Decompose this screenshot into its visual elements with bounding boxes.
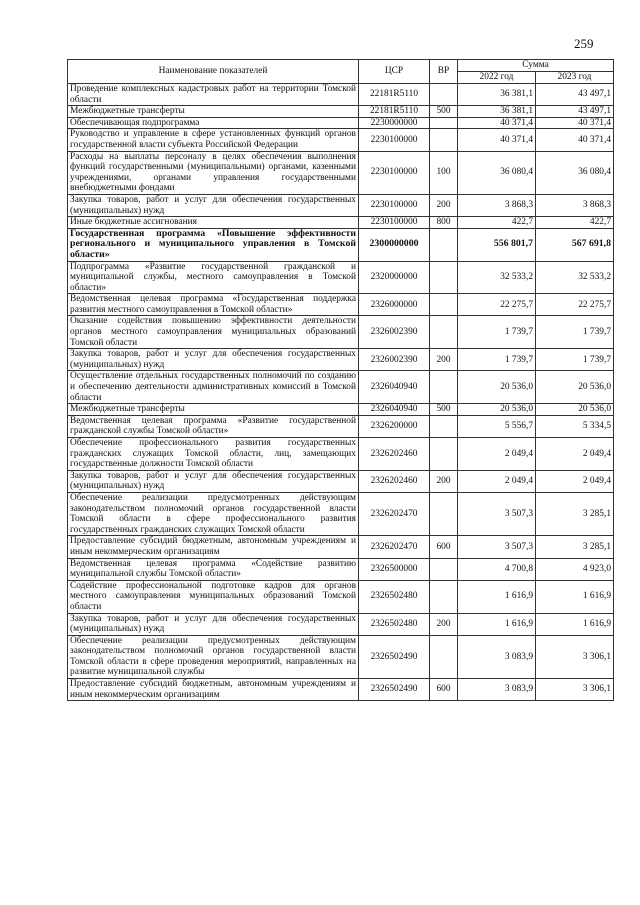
row-vr-cell: [430, 558, 458, 580]
row-vr-cell: 600: [430, 679, 458, 701]
row-value-2022-cell: 556 801,7: [458, 228, 536, 261]
row-name-cell: Обеспечение реализации предусмотренных действующим законодательством полномочий органов государственной власти Томской области в сфере профессионального развития государственных гражданских служащих Томской области: [68, 492, 359, 535]
row-csr-cell: 2230100000: [359, 194, 430, 216]
table-row: [68, 129, 614, 151]
row-vr-cell: 800: [430, 217, 458, 229]
row-csr-cell: 2326000000: [359, 294, 430, 316]
header-sum: Сумма: [458, 60, 614, 72]
table-row: [68, 580, 614, 613]
row-name-cell: Проведение комплексных кадастровых работ на территории Томской области: [68, 84, 359, 106]
row-value-2022-cell: 32 533,2: [458, 261, 536, 294]
row-name-cell: Закупка товаров, работ и услуг для обеспечения государственных (муниципальных) нужд: [68, 194, 359, 216]
row-csr-cell: 2326202470: [359, 536, 430, 558]
row-vr-cell: [430, 438, 458, 471]
row-name-cell: Предоставление субсидий бюджетным, автономным учреждениям и иным некоммерческим организациям: [68, 679, 359, 701]
table-row: [68, 492, 614, 535]
row-name-cell: Содействие профессиональной подготовке кадров для органов местного самоуправления муниципальных образований Томской области: [68, 580, 359, 613]
row-value-2022-cell: 40 371,4: [458, 129, 536, 151]
row-csr-cell: 2326202460: [359, 438, 430, 471]
row-value-2022-cell: 422,7: [458, 217, 536, 229]
row-name-cell: Осуществление отдельных государственных полномочий по созданию и обеспечению деятельности административных комиссий в Томской области: [68, 371, 359, 404]
row-value-2022-cell: 4 700,8: [458, 558, 536, 580]
row-value-2022-cell: 1 739,7: [458, 316, 536, 349]
row-name-cell: Иные бюджетные ассигнования: [68, 217, 359, 229]
row-value-2022-cell: 1 739,7: [458, 349, 536, 371]
row-name-cell: Ведомственная целевая программа «Развитие государственной гражданской службы Томской области»: [68, 415, 359, 437]
row-vr-cell: [430, 84, 458, 106]
row-vr-cell: 200: [430, 613, 458, 635]
table-row: [68, 371, 614, 404]
row-name-cell: Оказание содействия повышению эффективности деятельности органов местного самоуправления муниципальных образований Томской области: [68, 316, 359, 349]
table-row: [68, 635, 614, 678]
table-row: [68, 194, 614, 216]
row-vr-cell: 200: [430, 470, 458, 492]
row-vr-cell: [430, 228, 458, 261]
row-csr-cell: 2326502480: [359, 613, 430, 635]
row-value-2023-cell: 2 049,4: [536, 438, 614, 471]
page-number: 259: [574, 36, 594, 51]
table-row: [68, 106, 614, 118]
row-value-2023-cell: 1 616,9: [536, 613, 614, 635]
row-name-cell: Предоставление субсидий бюджетным, автономным учреждениям и иным некоммерческим организациям: [68, 536, 359, 558]
table-row: [68, 470, 614, 492]
table-row: [68, 536, 614, 558]
table-row: [68, 558, 614, 580]
row-value-2023-cell: 5 334,5: [536, 415, 614, 437]
row-value-2023-cell: 3 285,1: [536, 536, 614, 558]
row-value-2023-cell: 40 371,4: [536, 129, 614, 151]
row-vr-cell: [430, 129, 458, 151]
row-csr-cell: 2326202460: [359, 470, 430, 492]
table-header: [68, 60, 614, 84]
row-vr-cell: 500: [430, 404, 458, 416]
header-year-2022: 2022 год: [458, 72, 536, 84]
row-vr-cell: [430, 580, 458, 613]
row-name-cell: Межбюджетные трансферты: [68, 106, 359, 118]
row-csr-cell: 2300000000: [359, 228, 430, 261]
row-csr-cell: 2230100000: [359, 217, 430, 229]
row-value-2022-cell: 3 083,9: [458, 635, 536, 678]
row-name-cell: Ведомственная целевая программа «Государственная поддержка развития местного самоуправления в Томской области»: [68, 294, 359, 316]
table-row: [68, 404, 614, 416]
table-body: [68, 84, 614, 701]
row-vr-cell: 600: [430, 536, 458, 558]
row-csr-cell: 22181R5110: [359, 106, 430, 118]
row-value-2022-cell: 1 616,9: [458, 613, 536, 635]
table-row: [68, 613, 614, 635]
row-value-2023-cell: 36 080,4: [536, 151, 614, 194]
row-name-cell: Закупка товаров, работ и услуг для обеспечения государственных (муниципальных) нужд: [68, 349, 359, 371]
row-value-2022-cell: 2 049,4: [458, 438, 536, 471]
header-csr: ЦСР: [359, 60, 430, 84]
row-value-2023-cell: 1 739,7: [536, 349, 614, 371]
row-value-2023-cell: 422,7: [536, 217, 614, 229]
row-value-2022-cell: 2 049,4: [458, 470, 536, 492]
row-value-2023-cell: 1 739,7: [536, 316, 614, 349]
header-name: Наименование показателей: [68, 60, 359, 84]
row-vr-cell: [430, 294, 458, 316]
row-value-2022-cell: 20 536,0: [458, 371, 536, 404]
row-value-2022-cell: 36 381,1: [458, 106, 536, 118]
table-row: [68, 415, 614, 437]
row-name-cell: Ведомственная целевая программа «Содействие развитию муниципальной службы Томской области»: [68, 558, 359, 580]
row-vr-cell: 200: [430, 194, 458, 216]
table-row: [68, 294, 614, 316]
row-value-2022-cell: 5 556,7: [458, 415, 536, 437]
row-value-2023-cell: 40 371,4: [536, 117, 614, 129]
row-csr-cell: 2326002390: [359, 349, 430, 371]
row-csr-cell: 2326040940: [359, 404, 430, 416]
row-value-2023-cell: 3 306,1: [536, 679, 614, 701]
row-vr-cell: [430, 117, 458, 129]
row-value-2023-cell: 22 275,7: [536, 294, 614, 316]
row-name-cell: Обеспечение профессионального развития государственных гражданских служащих Томской области, лиц, замещающих государственные должности Томской области: [68, 438, 359, 471]
row-value-2022-cell: 20 536,0: [458, 404, 536, 416]
row-vr-cell: [430, 635, 458, 678]
table-row: [68, 151, 614, 194]
row-csr-cell: 2326200000: [359, 415, 430, 437]
row-name-cell: Государственная программа «Повышение эффективности регионального и муниципального управления в Томской области»: [68, 228, 359, 261]
table-row: [68, 217, 614, 229]
row-csr-cell: 2326202470: [359, 492, 430, 535]
row-value-2023-cell: 43 497,1: [536, 106, 614, 118]
row-value-2022-cell: 36 381,1: [458, 84, 536, 106]
row-vr-cell: 200: [430, 349, 458, 371]
row-value-2023-cell: 20 536,0: [536, 404, 614, 416]
row-csr-cell: 2326502490: [359, 635, 430, 678]
row-value-2022-cell: 3 507,3: [458, 492, 536, 535]
row-value-2023-cell: 43 497,1: [536, 84, 614, 106]
table-row: [68, 349, 614, 371]
row-value-2022-cell: 36 080,4: [458, 151, 536, 194]
row-value-2023-cell: 1 616,9: [536, 580, 614, 613]
row-name-cell: Руководство и управление в сфере установленных функций органов государственной власти субъекта Российской Федерации: [68, 129, 359, 151]
row-csr-cell: 2230100000: [359, 151, 430, 194]
row-value-2023-cell: 2 049,4: [536, 470, 614, 492]
table-row: [68, 117, 614, 129]
row-csr-cell: 2230100000: [359, 129, 430, 151]
row-vr-cell: [430, 492, 458, 535]
row-value-2022-cell: 3 083,9: [458, 679, 536, 701]
row-value-2023-cell: 3 285,1: [536, 492, 614, 535]
table-row: [68, 84, 614, 106]
row-csr-cell: 2320000000: [359, 261, 430, 294]
row-vr-cell: [430, 371, 458, 404]
row-name-cell: Расходы на выплаты персоналу в целях обеспечения выполнения функций государственными (муниципальными) органами, казенными учреждениями, органами управления государственными внебюджетными фондами: [68, 151, 359, 194]
row-vr-cell: [430, 261, 458, 294]
row-name-cell: Подпрограмма «Развитие государственной гражданской и муниципальной службы, местного самоуправления в Томской области»: [68, 261, 359, 294]
row-csr-cell: 2326500000: [359, 558, 430, 580]
row-value-2023-cell: 3 306,1: [536, 635, 614, 678]
row-csr-cell: 2230000000: [359, 117, 430, 129]
row-csr-cell: 2326040940: [359, 371, 430, 404]
row-value-2023-cell: 32 533,2: [536, 261, 614, 294]
row-vr-cell: [430, 316, 458, 349]
table-row: [68, 316, 614, 349]
budget-table: [67, 59, 614, 701]
row-name-cell: Межбюджетные трансферты: [68, 404, 359, 416]
row-value-2023-cell: 4 923,0: [536, 558, 614, 580]
header-vr: ВР: [430, 60, 458, 84]
row-name-cell: Закупка товаров, работ и услуг для обеспечения государственных (муниципальных) нужд: [68, 613, 359, 635]
row-csr-cell: 2326502490: [359, 679, 430, 701]
table-row: [68, 261, 614, 294]
header-year-2023: 2023 год: [536, 72, 614, 84]
table-row: [68, 438, 614, 471]
row-value-2022-cell: 22 275,7: [458, 294, 536, 316]
row-name-cell: Закупка товаров, работ и услуг для обеспечения государственных (муниципальных) нужд: [68, 470, 359, 492]
row-vr-cell: 100: [430, 151, 458, 194]
row-value-2022-cell: 3 507,3: [458, 536, 536, 558]
row-value-2023-cell: 567 691,8: [536, 228, 614, 261]
row-vr-cell: [430, 415, 458, 437]
row-value-2022-cell: 3 868,3: [458, 194, 536, 216]
row-value-2022-cell: 1 616,9: [458, 580, 536, 613]
row-name-cell: Обеспечивающая подпрограмма: [68, 117, 359, 129]
row-csr-cell: 2326002390: [359, 316, 430, 349]
row-csr-cell: 22181R5110: [359, 84, 430, 106]
row-value-2022-cell: 40 371,4: [458, 117, 536, 129]
table-row: [68, 679, 614, 701]
row-vr-cell: 500: [430, 106, 458, 118]
row-value-2023-cell: 20 536,0: [536, 371, 614, 404]
row-csr-cell: 2326502480: [359, 580, 430, 613]
row-name-cell: Обеспечение реализации предусмотренных действующим законодательством полномочий органов государственной власти Томской области в сфере проведения мероприятий, направленных на развитие муниципальной службы: [68, 635, 359, 678]
table-row: [68, 228, 614, 261]
row-value-2023-cell: 3 868,3: [536, 194, 614, 216]
